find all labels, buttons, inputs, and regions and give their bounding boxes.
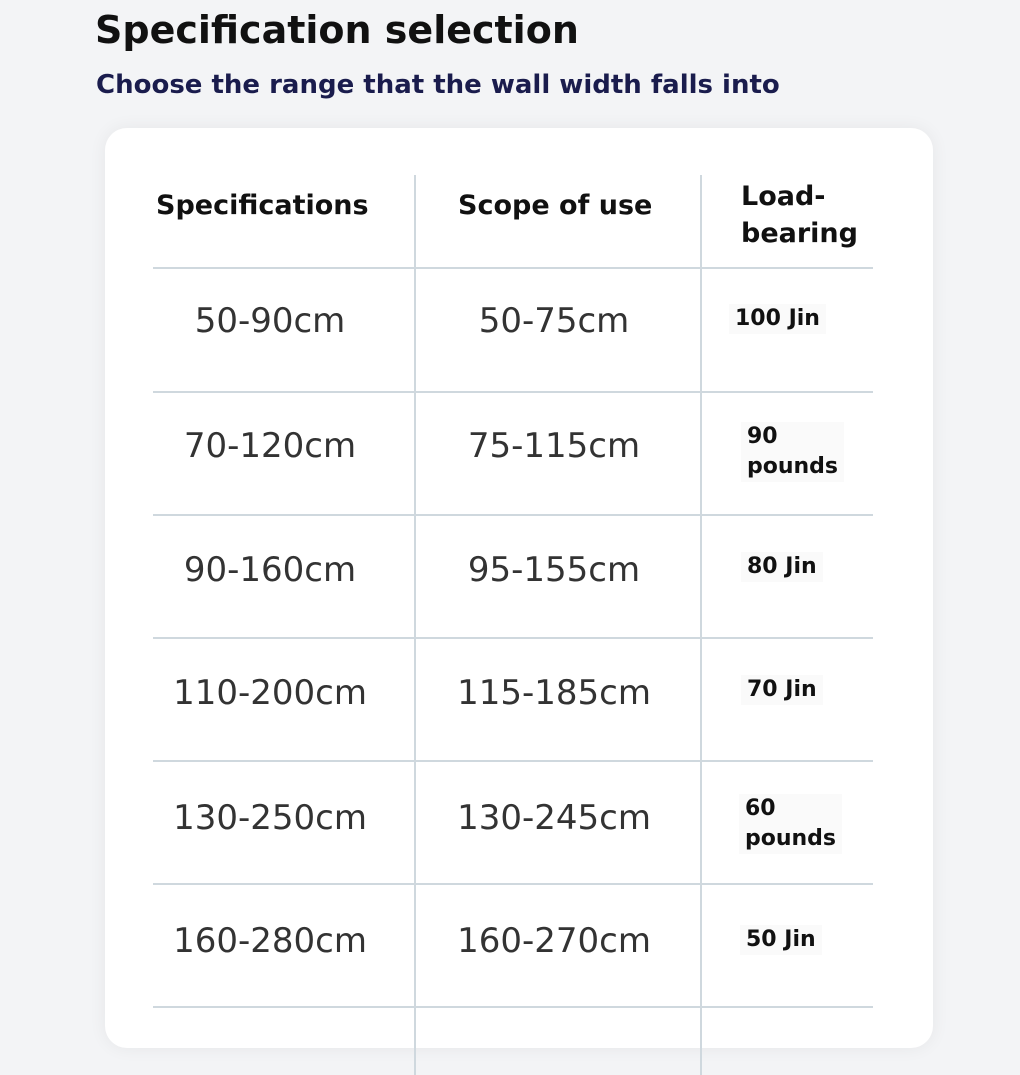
row-divider [153, 1006, 873, 1008]
row-divider [153, 267, 873, 269]
load-cell: 90 pounds [741, 422, 844, 482]
page-title: Specification selection [95, 8, 579, 52]
column-header-specifications: Specifications [156, 190, 369, 221]
load-cell: 50 Jin [740, 925, 822, 955]
spec-cell: 160-280cm [173, 921, 367, 961]
spec-cell: 70-120cm [183, 426, 357, 466]
scope-cell: 95-155cm [467, 550, 641, 590]
row-divider [153, 391, 873, 393]
row-divider [153, 514, 873, 516]
load-cell: 100 Jin [729, 304, 826, 334]
row-divider [153, 883, 873, 885]
column-header-load-bearing: Load- bearing [741, 181, 858, 249]
scope-cell: 75-115cm [467, 426, 641, 466]
spec-cell: 110-200cm [173, 673, 367, 713]
spec-cell: 130-250cm [173, 798, 367, 838]
page-subtitle: Choose the range that the wall width falls into [96, 70, 780, 100]
row-divider [153, 760, 873, 762]
spec-table-card [105, 128, 933, 1048]
load-cell: 70 Jin [741, 675, 823, 705]
scope-cell: 160-270cm [457, 921, 651, 961]
spec-cell: 90-160cm [183, 550, 357, 590]
column-divider [414, 175, 416, 1075]
load-cell: 60 pounds [739, 794, 842, 854]
spec-cell: 50-90cm [194, 301, 346, 341]
scope-cell: 130-245cm [457, 798, 651, 838]
load-cell: 80 Jin [741, 552, 823, 582]
column-divider [700, 175, 702, 1075]
column-header-scope-of-use: Scope of use [458, 190, 653, 221]
scope-cell: 115-185cm [457, 673, 651, 713]
scope-cell: 50-75cm [478, 301, 630, 341]
row-divider [153, 637, 873, 639]
